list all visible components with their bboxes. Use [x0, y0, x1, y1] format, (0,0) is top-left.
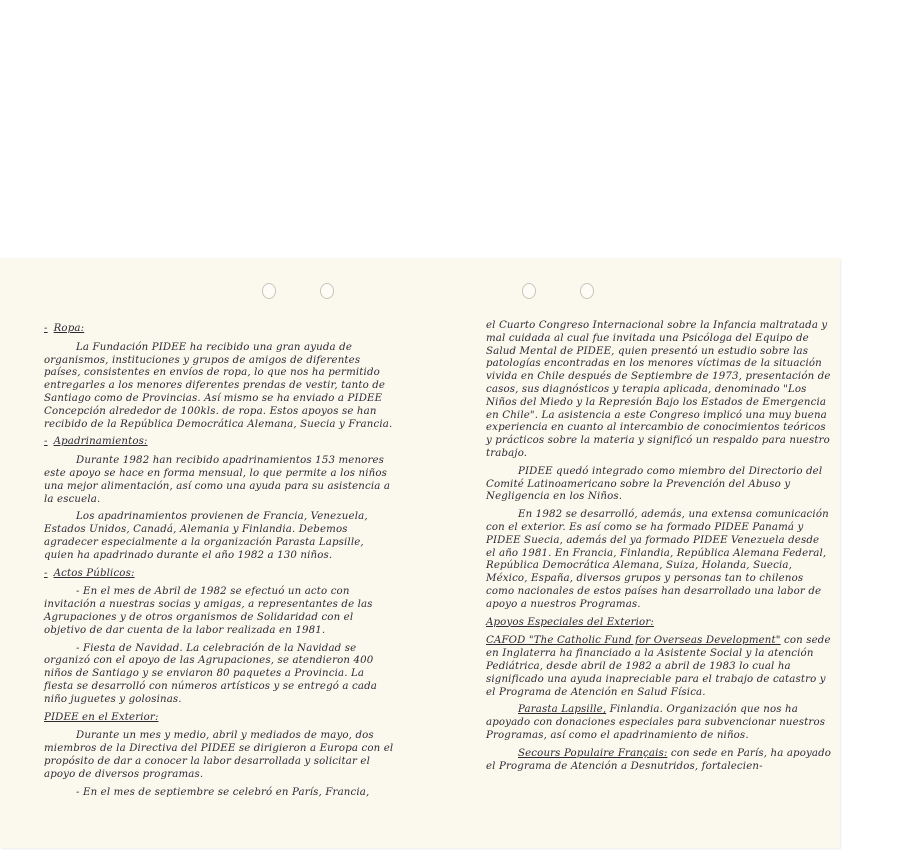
- paragraph-congreso: el Cuarto Congreso Internacional sobre la Infancia maltratada y mal cuidada al cual fue invitada una Psicóloga del Equipo de Salud Mental de PIDEE, quien presentó un estudio sobre las patologías encontradas en los menores víctimas de la situación vivida en Chile después de Septiembre de 1973, presentación de casos, sus diagnósticos y terapia aplicada, denominado "Los Niños del Miedo y la Represión Bajo los Estados de Emergencia en Chile". La asistencia a este Congreso implicó una muy buena experiencia en cuanto al intercambio de conocimientos teóricos y prácticos sobre la materia y significó un respaldo para nuestro trabajo.: [486, 320, 831, 459]
- org-name-cafod: CAFOD "The Catholic Fund for Overseas Development": [486, 635, 781, 647]
- org-name-secours: Secours Populaire Français:: [518, 747, 668, 759]
- paragraph-exterior-2: - En el mes de septiembre se celebró en París, Francia,: [76, 786, 370, 798]
- paragraph-secours: [486, 748, 832, 774]
- paragraph-actos-2: - Fiesta de Navidad. La celebración de la Navidad se organizó con el apoyo de las Agrupaciones, se atendieron 400 niños de Santiago y se enviaron 80 paquetes a Provincia. La fiesta se desarrolló con números artísticos y se entregó a cada niño juguetes y golosinas.: [44, 642, 378, 705]
- paragraph-comite: PIDEE quedó integrado como miembro del Directorio del Comité Latinoamericano sobre la Prevención del Abuso y Negligencia en los Niños.: [486, 465, 823, 503]
- paragraph-exterior-1: Durante un mes y medio, abril y mediados de mayo, dos miembros de la Directiva del PIDEE se dirigieron a Europa con el propósito de dar a conocer la labor desarrollada y solicitar el apoyo de diversos programas.: [44, 730, 394, 780]
- paragraph-parasta: [486, 704, 832, 742]
- paragraph-apadrinamientos-1: Durante 1982 han recibido apadrinamientos 153 menores este apoyo se hace en forma mensual, lo que permite a los niños una mejor alimentación, así como una ayuda para su asistencia a la escuela.: [44, 455, 391, 505]
- paragraph-apadrinamientos-2: Los apadrinamientos provienen de Francia, Venezuela, Estados Unidos, Canadá, Alemania y Finlandia. Debemos agradecer especialmente a la organización Parasta Lapsille, quien ha apadrinado durante el año 1982 a 130 niños.: [44, 511, 368, 561]
- paragraph-comunicacion: En 1982 se desarrolló, además, una extensa comunicación con el exterior. Es así como se ha formado PIDEE Panamá y PIDEE Suecia, además del ya formado PIDEE Venezuela desde el año 1981. En Francia, Finlandia, República Alemana Federal, República Democrática Alemana, Suiza, Holanda, Suecia, México, España, diversos grupos y personas tan to chilenos como nacionales de estos países han desarrollado una labor de apoyo a nuestros Programas.: [486, 509, 829, 610]
- section-heading-apoyos-especiales: Apoyos Especiales del Exterior:: [486, 616, 654, 628]
- paragraph-ropa: La Fundación PIDEE ha recibido una gran ayuda de organismos, instituciones y grupos de amigos de diferentes países, consistentes en envíos de ropa, lo que nos ha permitido entregarles a los menores diferentes prendas de vestir, tanto de Santiago como de Provincias. Así mismo se ha enviado a PIDEE Concepción alrededor de 100kls. de ropa. Estos apoyos se han recibido de la República Democrática Alemana, Suecia y Francia.: [44, 341, 393, 430]
- punch-hole: [262, 283, 276, 299]
- punch-hole: [522, 283, 536, 299]
- left-column: [44, 320, 394, 804]
- punch-hole: [320, 283, 334, 299]
- section-heading-ropa: - Ropa:: [44, 323, 85, 334]
- secours-description: con sede en París, ha apoyado el Programa de Atención a Desnutridos, fortalecien-: [486, 747, 832, 772]
- right-column: [486, 320, 832, 778]
- paragraph-cafod: [486, 635, 832, 699]
- paragraph-actos-1: - En el mes de Abril de 1982 se efectuó un acto con invitación a nuestras socias y amigas, a representantes de las Agrupaciones y de otros organismos de Solidaridad con el objetivo de dar cuenta de la labor realizada en 1981.: [44, 586, 373, 636]
- parasta-description: Finlandia. Organización que nos ha apoyado con donaciones especiales para subvencionar nuestros Programas, así como el apadrinamiento de niños.: [486, 704, 826, 741]
- org-name-parasta: Parasta Lapsille,: [518, 704, 607, 716]
- punch-hole: [580, 283, 594, 299]
- cafod-description: con sede en Inglaterra ha financiado a la Asistente Social y la atención Pediátrica, desde abril de 1982 a abril de 1983 lo cual ha significado una ayuda inapreciable para el trabajo de catastro y el Programa de Atención en Salud Física.: [486, 635, 831, 698]
- document-page: [0, 258, 840, 848]
- section-heading-actos-publicos: - Actos Públicos:: [44, 567, 135, 579]
- section-heading-pidee-exterior: PIDEE en el Exterior:: [44, 711, 159, 723]
- section-heading-apadrinamientos: - Apadrinamientos:: [44, 436, 148, 448]
